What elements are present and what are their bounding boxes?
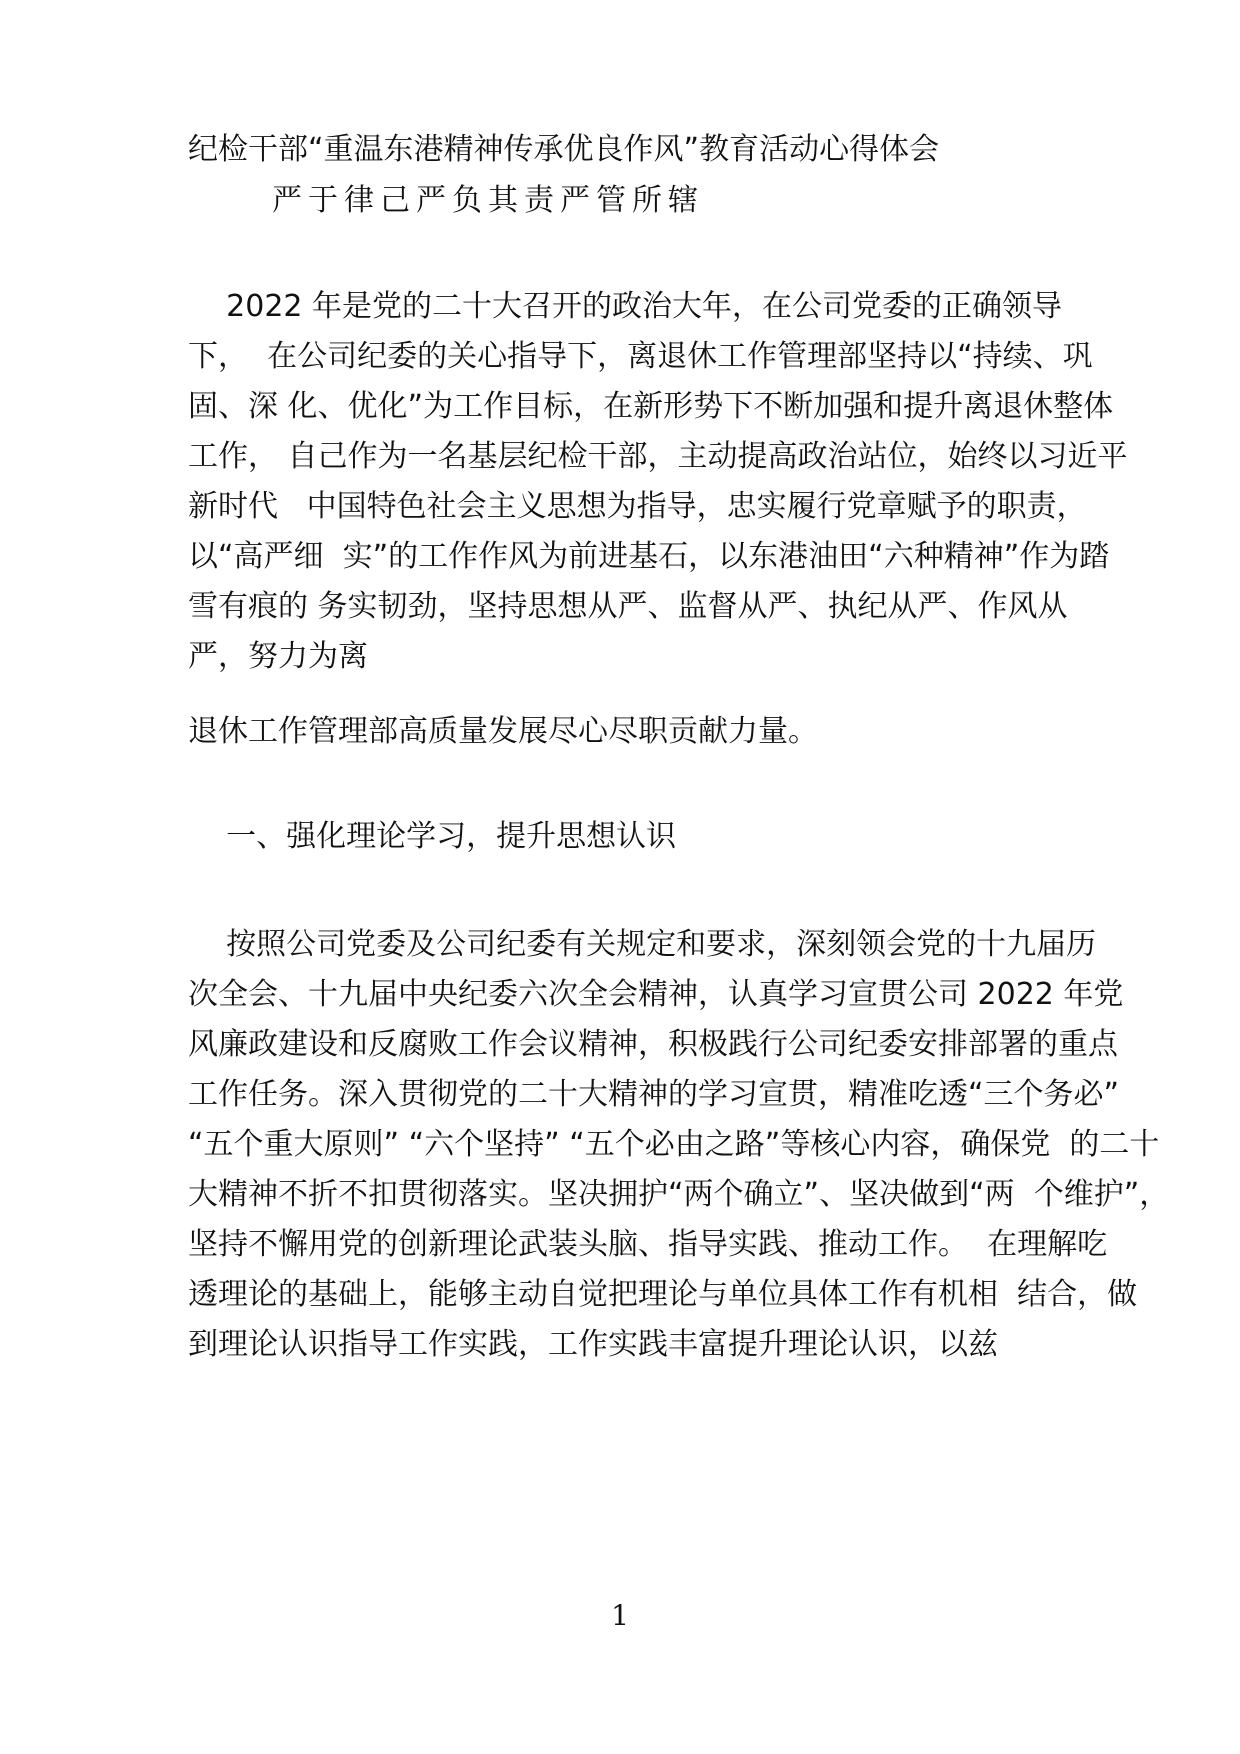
page-number: 1 [611, 1599, 629, 1632]
paragraph-line: 新时代 中国特色社会主义思想为指导，忠实履行党章赋予的职责， [188, 489, 1087, 524]
paragraph-line: 风廉政建设和反腐败工作会议精神，积极践行公司纪委安排部署的重点 [188, 1027, 1118, 1062]
paragraph-line: 2022 年是党的二十大召开的政治大年，在公司党委的正确领导 [188, 289, 1063, 324]
paragraph-line: 固、深 化、优化”为工作目标，在新形势下不断加强和提升离退休整体 [188, 389, 1114, 424]
paragraph-line: 次全会、十九届中央纪委六次全会精神，认真学习宣贯公司 2022 年党 [188, 977, 1124, 1012]
paragraph-line: 按照公司党委及公司纪委有关规定和要求，深刻领会党的十九届历 [188, 927, 1097, 962]
paragraph-line: 以“高严细 实”的工作作风为前进基石，以东港油田“六种精神”作为踏 [188, 539, 1110, 574]
paragraph-line: 到理论认识指导工作实践，工作实践丰富提升理论认识，以兹 [188, 1327, 998, 1362]
paragraph-line: 下， 在公司纪委的关心指导下，离退休工作管理部坚持以“持续、巩 [188, 339, 1093, 374]
document-title: 纪检干部“重温东港精神传承优良作风”教育活动心得体会 [188, 132, 940, 167]
paragraph-line: 坚持不懈用党的创新理论武装头脑、指导实践、推动工作。 在理解吃 [188, 1227, 1108, 1262]
paragraph-line: 退休工作管理部高质量发展尽心尽职贡献力量。 [188, 714, 818, 749]
document-subtitle: 严于律己严负其责严管所辖 [272, 183, 704, 218]
paragraph-line: 严，努力为离 [188, 639, 368, 674]
paragraph-line: 雪有痕的 务实韧劲，坚持思想从严、监督从严、执纪从严、作风从 [188, 589, 1068, 624]
paragraph-line: 透理论的基础上，能够主动自觉把理论与单位具体工作有机相 结合，做 [188, 1277, 1138, 1312]
paragraph-line: 工作， 自己作为一名基层纪检干部，主动提高政治站位，始终以习近平 [188, 439, 1128, 474]
paragraph-line: 工作任务。深入贯彻党的二十大精神的学习宣贯，精准吃透“三个务必” [188, 1077, 1120, 1112]
section-heading: 一、强化理论学习，提升思想认识 [188, 819, 677, 854]
paragraph-line: 大精神不折不扣贯彻落实。坚决拥护“两个确立”、坚决做到“两 个维护”， [188, 1177, 1170, 1212]
paragraph-line: “五个重大原则” “六个坚持” “五个必由之路”等核心内容，确保党 的二十 [188, 1127, 1160, 1162]
